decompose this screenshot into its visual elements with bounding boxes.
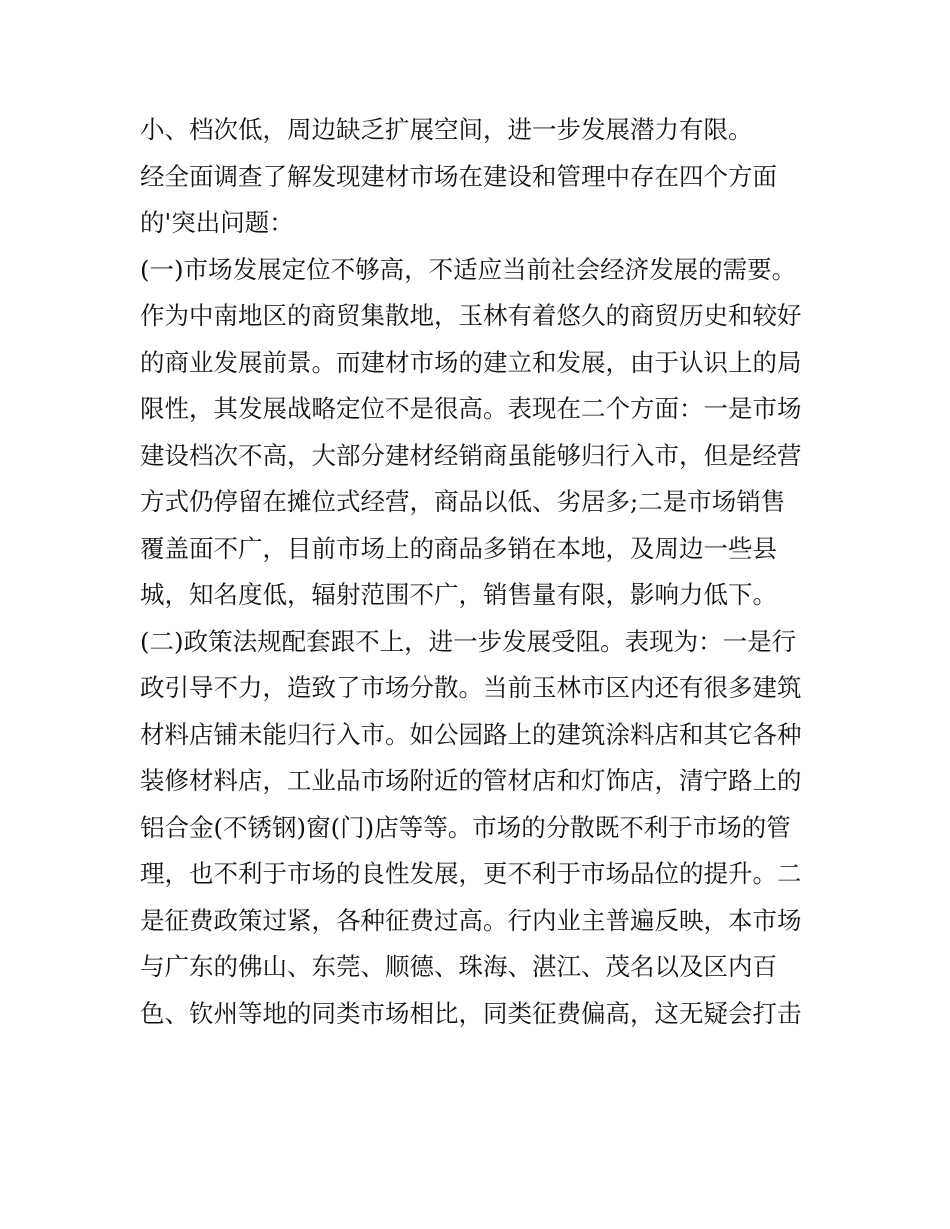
body-text xyxy=(140,107,820,1037)
text-line: 经全面调查了解发现建材市场在建设和管理中存在四个方面 xyxy=(140,161,777,191)
text-line: (一)市场发展定位不够高，不适应当前社会经济发展的需要。 xyxy=(140,254,797,284)
text-line: 理，也不利于市场的良性发展，更不利于市场品位的提升。二 xyxy=(140,859,802,888)
text-line: 覆盖面不广，目前市场上的商品多销在本地，及周边一些县 xyxy=(140,533,777,563)
text-line: 装修材料店，工业品市场附近的管材店和灯饰店，清宁路上的 xyxy=(140,766,802,795)
text-line: 的'突出问题： xyxy=(140,208,294,237)
text-line: 与广东的佛山、东莞、顺德、珠海、湛江、茂名以及区内百 xyxy=(140,952,777,981)
text-line: 的商业发展前景。而建材市场的建立和发展，由于认识上的局 xyxy=(140,347,802,377)
text-line: 铝合金(不锈钢)窗(门)店等等。市场的分散既不利于市场的管 xyxy=(140,812,791,842)
text-line: 色、钦州等地的同类市场相比，同类征费偏高，这无疑会打击 xyxy=(140,998,802,1028)
text-line: 政引导不力，造致了市场分散。当前玉林市区内还有很多建筑 xyxy=(140,673,802,702)
text-line: (二)政策法规配套跟不上，进一步发展受阻。表现为：一是行 xyxy=(140,626,797,656)
text-line: 建设档次不高，大部分建材经销商虽能够归行入市，但是经营 xyxy=(140,440,802,470)
text-line: 材料店铺未能归行入市。如公园路上的建筑涂料店和其它各种 xyxy=(140,719,802,749)
text-line: 城，知名度低，辐射范围不广，销售量有限，影响力低下。 xyxy=(140,580,777,609)
text-line: 作为中南地区的商贸集散地，玉林有着悠久的商贸历史和较好 xyxy=(140,301,802,330)
text-line: 方式仍停留在摊位式经营，商品以低、劣居多;二是市场销售 xyxy=(140,487,786,516)
text-line: 限性，其发展战略定位不是很高。表现在二个方面：一是市场 xyxy=(140,394,802,423)
text-line: 小、档次低，周边缺乏扩展空间，进一步发展潜力有限。 xyxy=(140,115,753,144)
text-line: 是征费政策过紧，各种征费过高。行内业主普遍反映，本市场 xyxy=(140,905,802,935)
